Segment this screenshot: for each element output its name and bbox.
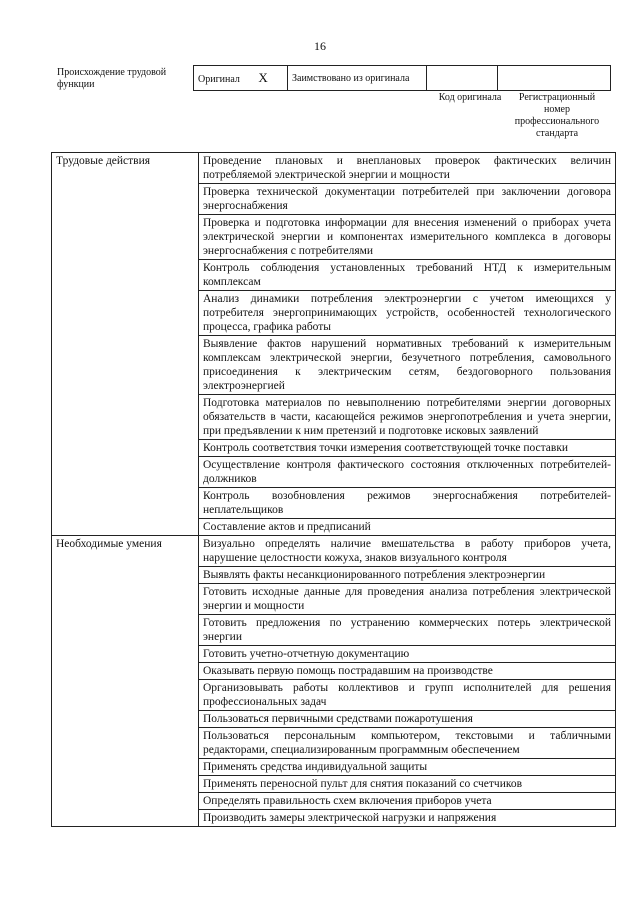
original-cell [194, 66, 288, 91]
functions-table [51, 152, 616, 827]
section-title: Трудовые действия [52, 153, 199, 536]
registration-caption: Регистрационный номер профессионального стандарта [514, 92, 600, 139]
list-item: Определять правильность схем включения приборов учета [199, 793, 616, 810]
code-caption: Код оригинала [438, 92, 502, 103]
original-mark: X [258, 70, 268, 85]
list-item: Контроль возобновления режимов энергоснабжения потребителей-неплательщиков [199, 488, 616, 519]
list-item: Проверка технической документации потребителей при заключении договора энергоснабжения [199, 184, 616, 215]
section-title: Необходимые умения [52, 536, 199, 827]
list-item: Готовить предложения по устранению коммерческих потерь электрической энергии [199, 615, 616, 646]
table-row [52, 153, 616, 184]
list-item: Контроль соответствия точки измерения соответствующей точке поставки [199, 440, 616, 457]
registration-number-cell [498, 66, 611, 91]
list-item: Выявление фактов нарушений нормативных требований к измерительным комплексам электрической энергии, безучетного потребления, самовольного присоединения к электрическим сетям, бездоговорного пользования электроэнергией [199, 336, 616, 395]
list-item: Применять средства индивидуальной защиты [199, 759, 616, 776]
list-item: Проверка и подготовка информации для внесения изменений о приборах учета электрической энергии и компонентах измерительного комплекса в договоры энергоснабжения с потребителями [199, 215, 616, 260]
list-item: Пользоваться первичными средствами пожаротушения [199, 711, 616, 728]
list-item: Организовывать работы коллективов и групп исполнителей для решения профессиональных задач [199, 680, 616, 711]
original-code-cell [427, 66, 498, 91]
list-item: Готовить исходные данные для проведения анализа потребления электрической энергии и мощности [199, 584, 616, 615]
list-item: Оказывать первую помощь пострадавшим на производстве [199, 663, 616, 680]
list-item: Пользоваться персональным компьютером, текстовыми и табличными редакторами, специализированным программным обеспечением [199, 728, 616, 759]
list-item: Применять переносной пульт для снятия показаний со счетчиков [199, 776, 616, 793]
origin-table [193, 65, 611, 91]
list-item: Выявлять факты несанкционированного потребления электроэнергии [199, 567, 616, 584]
origin-label: Происхождение трудовой функции [57, 67, 167, 90]
borrowed-label: Заимствовано из оригинала [288, 66, 427, 91]
list-item: Анализ динамики потребления электроэнергии с учетом имеющихся у потребителя энергопринимающих устройств, особенностей технологического процесса, графика работы [199, 291, 616, 336]
original-label: Оригинал [198, 74, 240, 85]
page-number: 16 [314, 39, 326, 53]
list-item: Осуществление контроля фактического состояния отключенных потребителей-должников [199, 457, 616, 488]
table-row [52, 536, 616, 567]
list-item: Визуально определять наличие вмешательства в работу приборов учета, нарушение целостности кожуха, знаков визуального контроля [199, 536, 616, 567]
list-item: Готовить учетно-отчетную документацию [199, 646, 616, 663]
list-item: Производить замеры электрической нагрузки и напряжения [199, 810, 616, 827]
list-item: Контроль соблюдения установленных требований НТД к измерительным комплексам [199, 260, 616, 291]
list-item: Подготовка материалов по невыполнению потребителями энергии договорных обязательств в части, касающейся режимов энергопотребления и учета энергии, при предъявлении к ним претензий и подготовке исковых заявлений [199, 395, 616, 440]
list-item: Проведение плановых и внеплановых проверок фактических величин потребляемой электрической энергии и мощности [199, 153, 616, 184]
list-item: Составление актов и предписаний [199, 519, 616, 536]
